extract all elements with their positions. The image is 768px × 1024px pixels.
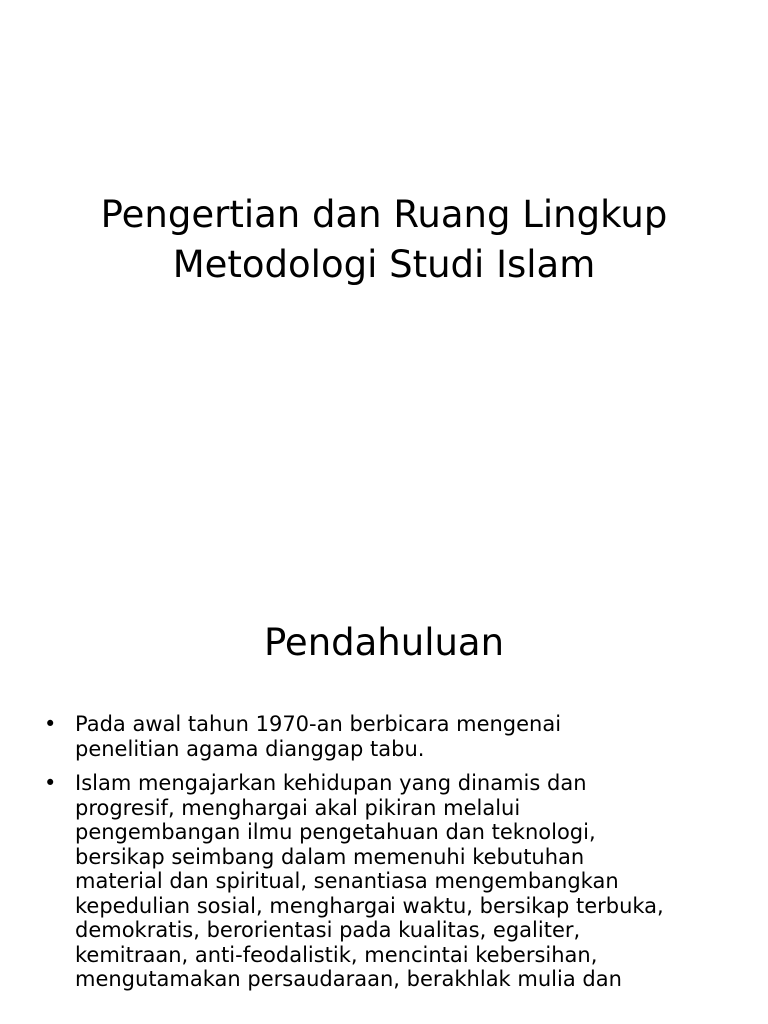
- bullet-line: Islam mengajarkan kehidupan yang dinamis dan: [75, 771, 587, 795]
- bullet-line: progresif, menghargai akal pikiran melalui: [75, 795, 521, 820]
- title-line-2: Metodologi Studi Islam: [172, 243, 596, 286]
- bullet-line: demokratis, berorientasi pada kualitas, egaliter,: [75, 918, 581, 942]
- bullet-marker: •: [44, 771, 57, 795]
- bullet-line: mengutamakan persaudaraan, berakhlak mulia dan: [75, 967, 622, 991]
- bullet-line: pengembangan ilmu pengetahuan dan teknologi,: [75, 820, 596, 844]
- bullet-line: penelitian agama dianggap tabu.: [75, 736, 425, 761]
- slide-title: [40, 190, 728, 290]
- title-line-1: Pengertian dan Ruang Lingkup: [100, 193, 668, 236]
- bullet-line: kemitraan, anti-feodalistik, mencintai kebersihan,: [75, 942, 598, 967]
- section-heading: Pendahuluan: [263, 621, 505, 664]
- bullet-list: [44, 712, 744, 1002]
- bullet-line: Pada awal tahun 1970-an berbicara mengenai: [75, 712, 562, 736]
- bullet-item-1: [44, 712, 744, 761]
- bullet-line: bersikap seimbang dalam memenuhi kebutuhan: [75, 844, 585, 869]
- content-slide: [0, 576, 768, 1024]
- bullet-line: kepedulian sosial, menghargai waktu, bersikap terbuka,: [75, 893, 664, 918]
- bullet-item-2: [44, 771, 744, 992]
- bullet-text: [75, 712, 744, 761]
- bullet-line: material dan spiritual, senantiasa mengembangkan: [75, 869, 619, 893]
- bullet-marker: •: [44, 712, 57, 736]
- bullet-text: [75, 771, 744, 992]
